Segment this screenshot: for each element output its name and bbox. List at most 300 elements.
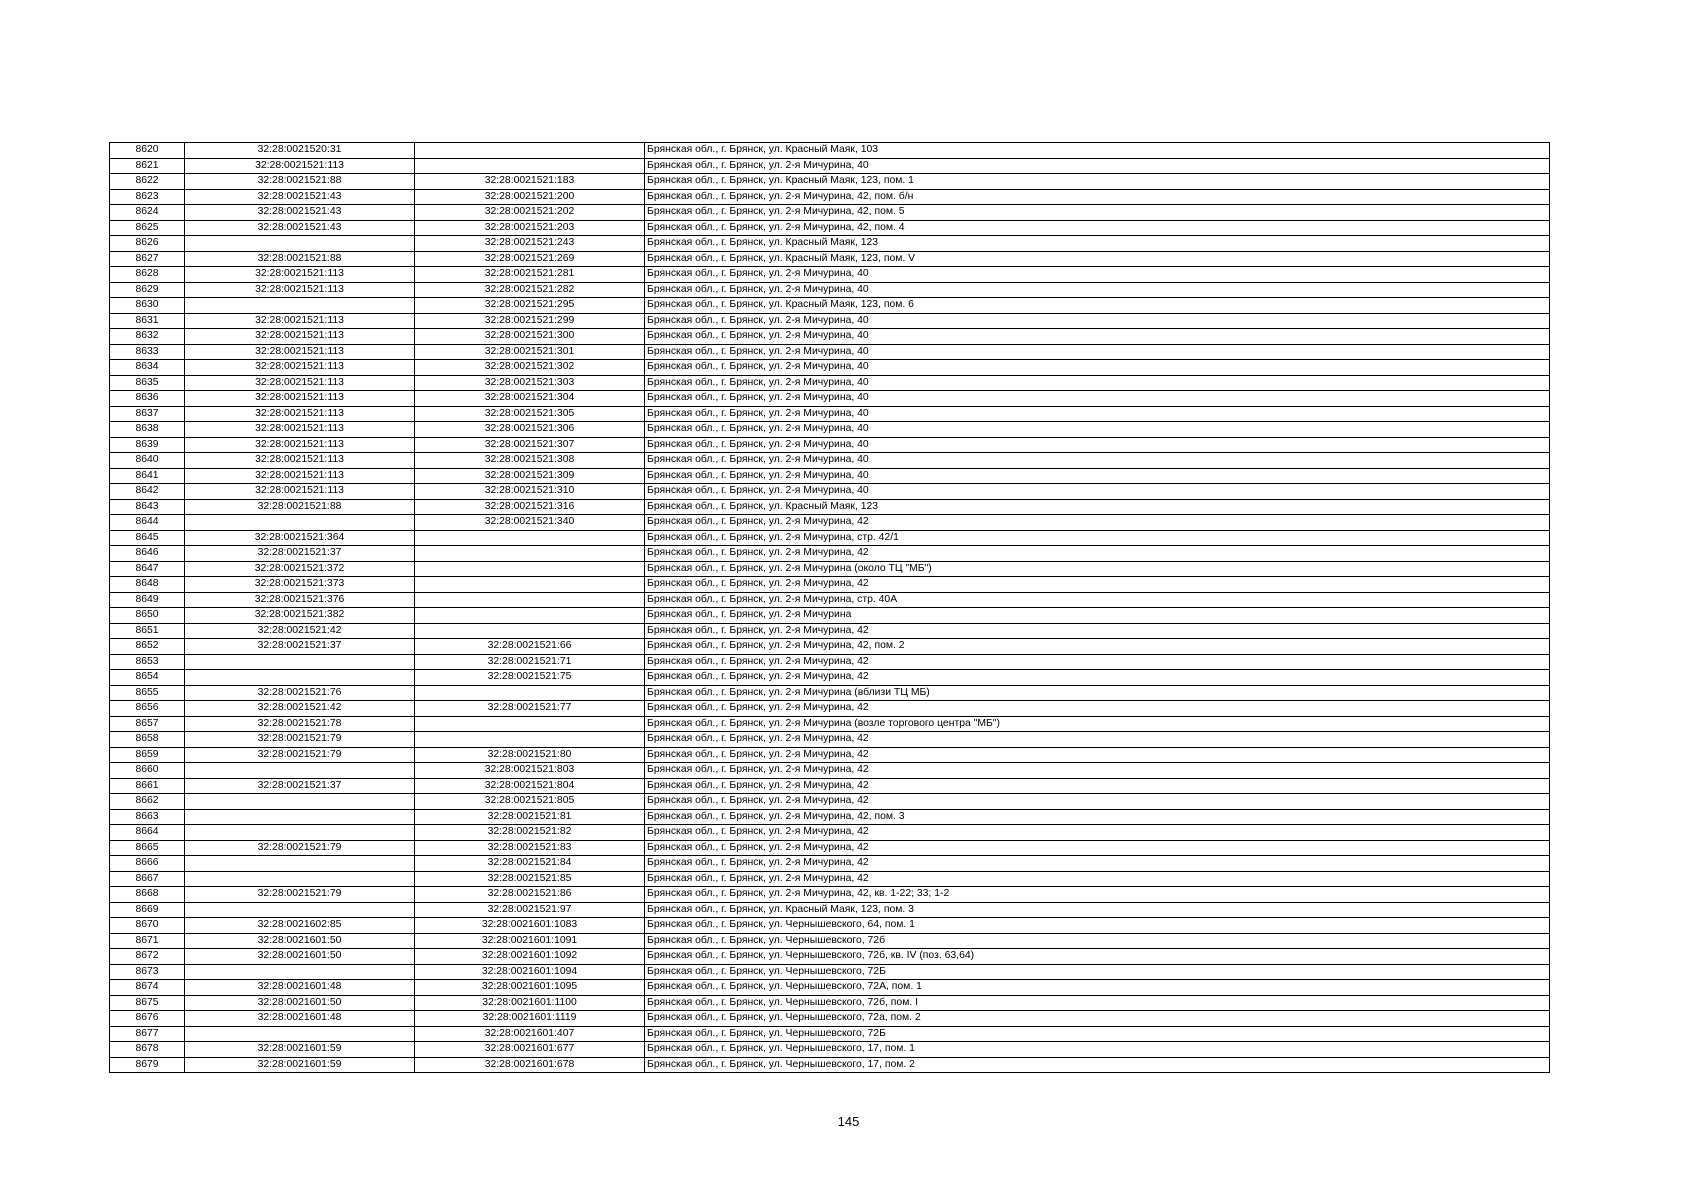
table-row bbox=[110, 716, 1550, 732]
address-cell: Брянская обл., г. Брянск, ул. 2-я Мичурина, 42, пом. 2 bbox=[645, 639, 1550, 655]
land-cadastral-number-cell bbox=[185, 856, 415, 872]
land-cadastral-number-cell: 32:28:0021521:113 bbox=[185, 313, 415, 329]
land-cadastral-number-cell: 32:28:0021521:113 bbox=[185, 453, 415, 469]
object-cadastral-number-cell: 32:28:0021521:82 bbox=[415, 825, 645, 841]
address-cell: Брянская обл., г. Брянск, ул. Чернышевского, 72б, кв. IV (поз. 63,64) bbox=[645, 949, 1550, 965]
table-row bbox=[110, 778, 1550, 794]
land-cadastral-number-cell: 32:28:0021601:50 bbox=[185, 933, 415, 949]
object-cadastral-number-cell: 32:28:0021521:803 bbox=[415, 763, 645, 779]
address-cell: Брянская обл., г. Брянск, ул. 2-я Мичурина, 42 bbox=[645, 670, 1550, 686]
row-number-cell: 8645 bbox=[110, 530, 185, 546]
land-cadastral-number-cell: 32:28:0021521:42 bbox=[185, 701, 415, 717]
address-cell: Брянская обл., г. Брянск, ул. 2-я Мичурина, 40 bbox=[645, 313, 1550, 329]
row-number-cell: 8661 bbox=[110, 778, 185, 794]
row-number-cell: 8647 bbox=[110, 561, 185, 577]
land-cadastral-number-cell bbox=[185, 654, 415, 670]
object-cadastral-number-cell: 32:28:0021521:308 bbox=[415, 453, 645, 469]
address-cell: Брянская обл., г. Брянск, ул. 2-я Мичурина, 40 bbox=[645, 329, 1550, 345]
land-cadastral-number-cell: 32:28:0021521:113 bbox=[185, 267, 415, 283]
table-row bbox=[110, 329, 1550, 345]
table-row bbox=[110, 189, 1550, 205]
row-number-cell: 8657 bbox=[110, 716, 185, 732]
row-number-cell: 8639 bbox=[110, 437, 185, 453]
table-row bbox=[110, 825, 1550, 841]
row-number-cell: 8638 bbox=[110, 422, 185, 438]
land-cadastral-number-cell: 32:28:0021521:79 bbox=[185, 840, 415, 856]
address-cell: Брянская обл., г. Брянск, ул. 2-я Мичурина, 42, пом. б/н bbox=[645, 189, 1550, 205]
land-cadastral-number-cell: 32:28:0021521:113 bbox=[185, 391, 415, 407]
table-row bbox=[110, 422, 1550, 438]
land-cadastral-number-cell: 32:28:0021521:382 bbox=[185, 608, 415, 624]
land-cadastral-number-cell: 32:28:0021521:37 bbox=[185, 639, 415, 655]
object-cadastral-number-cell bbox=[415, 530, 645, 546]
table-row bbox=[110, 391, 1550, 407]
land-cadastral-number-cell: 32:28:0021521:364 bbox=[185, 530, 415, 546]
row-number-cell: 8650 bbox=[110, 608, 185, 624]
object-cadastral-number-cell: 32:28:0021521:84 bbox=[415, 856, 645, 872]
row-number-cell: 8663 bbox=[110, 809, 185, 825]
table-row bbox=[110, 344, 1550, 360]
land-cadastral-number-cell: 32:28:0021521:113 bbox=[185, 344, 415, 360]
row-number-cell: 8670 bbox=[110, 918, 185, 934]
object-cadastral-number-cell bbox=[415, 716, 645, 732]
page-number: 145 bbox=[837, 1114, 860, 1129]
land-cadastral-number-cell: 32:28:0021521:79 bbox=[185, 887, 415, 903]
land-cadastral-number-cell bbox=[185, 670, 415, 686]
land-cadastral-number-cell: 32:28:0021520:31 bbox=[185, 143, 415, 159]
table-row bbox=[110, 809, 1550, 825]
land-cadastral-number-cell: 32:28:0021521:88 bbox=[185, 251, 415, 267]
land-cadastral-number-cell: 32:28:0021521:37 bbox=[185, 778, 415, 794]
table-row bbox=[110, 918, 1550, 934]
table-row bbox=[110, 158, 1550, 174]
object-cadastral-number-cell bbox=[415, 561, 645, 577]
table-row bbox=[110, 747, 1550, 763]
object-cadastral-number-cell: 32:28:0021521:299 bbox=[415, 313, 645, 329]
table-row bbox=[110, 406, 1550, 422]
address-cell: Брянская обл., г. Брянск, ул. Красный Маяк, 123, пом. V bbox=[645, 251, 1550, 267]
land-cadastral-number-cell bbox=[185, 763, 415, 779]
address-cell: Брянская обл., г. Брянск, ул. Чернышевского, 72Б bbox=[645, 964, 1550, 980]
registry-table bbox=[109, 142, 1550, 1073]
address-cell: Брянская обл., г. Брянск, ул. 2-я Мичурина, стр. 40А bbox=[645, 592, 1550, 608]
object-cadastral-number-cell: 32:28:0021521:281 bbox=[415, 267, 645, 283]
land-cadastral-number-cell bbox=[185, 964, 415, 980]
address-cell: Брянская обл., г. Брянск, ул. 2-я Мичурина, 40 bbox=[645, 282, 1550, 298]
table-row bbox=[110, 840, 1550, 856]
row-number-cell: 8664 bbox=[110, 825, 185, 841]
address-cell: Брянская обл., г. Брянск, ул. 2-я Мичурина, 42, кв. 1-22; 33; 1-2 bbox=[645, 887, 1550, 903]
address-cell: Брянская обл., г. Брянск, ул. Чернышевского, 64, пом. 1 bbox=[645, 918, 1550, 934]
address-cell: Брянская обл., г. Брянск, ул. Красный Маяк, 103 bbox=[645, 143, 1550, 159]
land-cadastral-number-cell: 32:28:0021521:88 bbox=[185, 499, 415, 515]
address-cell: Брянская обл., г. Брянск, ул. 2-я Мичурина, 42 bbox=[645, 763, 1550, 779]
object-cadastral-number-cell: 32:28:0021601:1095 bbox=[415, 980, 645, 996]
table-row bbox=[110, 313, 1550, 329]
address-cell: Брянская обл., г. Брянск, ул. 2-я Мичурина, 42 bbox=[645, 515, 1550, 531]
row-number-cell: 8634 bbox=[110, 360, 185, 376]
table-row bbox=[110, 437, 1550, 453]
row-number-cell: 8635 bbox=[110, 375, 185, 391]
land-cadastral-number-cell: 32:28:0021521:113 bbox=[185, 437, 415, 453]
table-row bbox=[110, 143, 1550, 159]
table-row bbox=[110, 902, 1550, 918]
object-cadastral-number-cell bbox=[415, 158, 645, 174]
address-cell: Брянская обл., г. Брянск, ул. 2-я Мичурина, 42 bbox=[645, 871, 1550, 887]
address-cell: Брянская обл., г. Брянск, ул. 2-я Мичурина, 42 bbox=[645, 794, 1550, 810]
row-number-cell: 8625 bbox=[110, 220, 185, 236]
land-cadastral-number-cell: 32:28:0021521:88 bbox=[185, 174, 415, 190]
object-cadastral-number-cell: 32:28:0021521:75 bbox=[415, 670, 645, 686]
table-row bbox=[110, 732, 1550, 748]
address-cell: Брянская обл., г. Брянск, ул. Чернышевского, 72б, пом. I bbox=[645, 995, 1550, 1011]
table-row bbox=[110, 298, 1550, 314]
object-cadastral-number-cell bbox=[415, 143, 645, 159]
land-cadastral-number-cell: 32:28:0021521:113 bbox=[185, 282, 415, 298]
row-number-cell: 8655 bbox=[110, 685, 185, 701]
land-cadastral-number-cell bbox=[185, 236, 415, 252]
address-cell: Брянская обл., г. Брянск, ул. 2-я Мичурина (вблизи ТЦ МБ) bbox=[645, 685, 1550, 701]
address-cell: Брянская обл., г. Брянск, ул. Чернышевского, 17, пом. 1 bbox=[645, 1042, 1550, 1058]
row-number-cell: 8629 bbox=[110, 282, 185, 298]
address-cell: Брянская обл., г. Брянск, ул. 2-я Мичурина, 42 bbox=[645, 577, 1550, 593]
land-cadastral-number-cell: 32:28:0021521:113 bbox=[185, 406, 415, 422]
row-number-cell: 8630 bbox=[110, 298, 185, 314]
row-number-cell: 8651 bbox=[110, 623, 185, 639]
address-cell: Брянская обл., г. Брянск, ул. 2-я Мичурина, 40 bbox=[645, 375, 1550, 391]
land-cadastral-number-cell: 32:28:0021521:76 bbox=[185, 685, 415, 701]
row-number-cell: 8636 bbox=[110, 391, 185, 407]
row-number-cell: 8627 bbox=[110, 251, 185, 267]
object-cadastral-number-cell: 32:28:0021521:97 bbox=[415, 902, 645, 918]
address-cell: Брянская обл., г. Брянск, ул. 2-я Мичурина, 42 bbox=[645, 840, 1550, 856]
object-cadastral-number-cell: 32:28:0021601:1092 bbox=[415, 949, 645, 965]
address-cell: Брянская обл., г. Брянск, ул. 2-я Мичурина, стр. 42/1 bbox=[645, 530, 1550, 546]
object-cadastral-number-cell: 32:28:0021521:183 bbox=[415, 174, 645, 190]
land-cadastral-number-cell: 32:28:0021521:113 bbox=[185, 468, 415, 484]
object-cadastral-number-cell: 32:28:0021521:805 bbox=[415, 794, 645, 810]
row-number-cell: 8679 bbox=[110, 1057, 185, 1073]
row-number-cell: 8648 bbox=[110, 577, 185, 593]
object-cadastral-number-cell: 32:28:0021521:804 bbox=[415, 778, 645, 794]
object-cadastral-number-cell: 32:28:0021521:202 bbox=[415, 205, 645, 221]
table-row bbox=[110, 639, 1550, 655]
table-row bbox=[110, 499, 1550, 515]
table-row bbox=[110, 484, 1550, 500]
address-cell: Брянская обл., г. Брянск, ул. Чернышевского, 72А, пом. 1 bbox=[645, 980, 1550, 996]
object-cadastral-number-cell bbox=[415, 592, 645, 608]
object-cadastral-number-cell bbox=[415, 623, 645, 639]
object-cadastral-number-cell: 32:28:0021521:309 bbox=[415, 468, 645, 484]
row-number-cell: 8620 bbox=[110, 143, 185, 159]
table-row bbox=[110, 763, 1550, 779]
land-cadastral-number-cell bbox=[185, 871, 415, 887]
table-row bbox=[110, 933, 1550, 949]
land-cadastral-number-cell: 32:28:0021521:113 bbox=[185, 158, 415, 174]
object-cadastral-number-cell: 32:28:0021521:83 bbox=[415, 840, 645, 856]
table-row bbox=[110, 282, 1550, 298]
table-row bbox=[110, 856, 1550, 872]
row-number-cell: 8675 bbox=[110, 995, 185, 1011]
table-row bbox=[110, 701, 1550, 717]
row-number-cell: 8674 bbox=[110, 980, 185, 996]
table-row bbox=[110, 530, 1550, 546]
object-cadastral-number-cell: 32:28:0021601:407 bbox=[415, 1026, 645, 1042]
address-cell: Брянская обл., г. Брянск, ул. Красный Маяк, 123, пом. 1 bbox=[645, 174, 1550, 190]
object-cadastral-number-cell: 32:28:0021521:340 bbox=[415, 515, 645, 531]
row-number-cell: 8666 bbox=[110, 856, 185, 872]
address-cell: Брянская обл., г. Брянск, ул. 2-я Мичурина, 42, пом. 4 bbox=[645, 220, 1550, 236]
table-row bbox=[110, 205, 1550, 221]
object-cadastral-number-cell bbox=[415, 732, 645, 748]
object-cadastral-number-cell: 32:28:0021521:316 bbox=[415, 499, 645, 515]
object-cadastral-number-cell: 32:28:0021521:304 bbox=[415, 391, 645, 407]
row-number-cell: 8668 bbox=[110, 887, 185, 903]
row-number-cell: 8631 bbox=[110, 313, 185, 329]
object-cadastral-number-cell: 32:28:0021521:307 bbox=[415, 437, 645, 453]
table-row bbox=[110, 887, 1550, 903]
land-cadastral-number-cell: 32:28:0021602:85 bbox=[185, 918, 415, 934]
object-cadastral-number-cell: 32:28:0021521:200 bbox=[415, 189, 645, 205]
table-row bbox=[110, 1042, 1550, 1058]
row-number-cell: 8667 bbox=[110, 871, 185, 887]
object-cadastral-number-cell: 32:28:0021601:1094 bbox=[415, 964, 645, 980]
table-row bbox=[110, 794, 1550, 810]
land-cadastral-number-cell: 32:28:0021521:43 bbox=[185, 205, 415, 221]
registry-table-body bbox=[110, 143, 1550, 1073]
table-row bbox=[110, 468, 1550, 484]
land-cadastral-number-cell: 32:28:0021521:42 bbox=[185, 623, 415, 639]
land-cadastral-number-cell: 32:28:0021521:43 bbox=[185, 220, 415, 236]
address-cell: Брянская обл., г. Брянск, ул. 2-я Мичурина, 42 bbox=[645, 856, 1550, 872]
object-cadastral-number-cell bbox=[415, 685, 645, 701]
object-cadastral-number-cell: 32:28:0021521:300 bbox=[415, 329, 645, 345]
land-cadastral-number-cell: 32:28:0021601:50 bbox=[185, 995, 415, 1011]
object-cadastral-number-cell: 32:28:0021521:81 bbox=[415, 809, 645, 825]
object-cadastral-number-cell: 32:28:0021521:243 bbox=[415, 236, 645, 252]
address-cell: Брянская обл., г. Брянск, ул. 2-я Мичурина, 40 bbox=[645, 391, 1550, 407]
table-row bbox=[110, 670, 1550, 686]
table-row bbox=[110, 236, 1550, 252]
row-number-cell: 8665 bbox=[110, 840, 185, 856]
object-cadastral-number-cell bbox=[415, 608, 645, 624]
row-number-cell: 8641 bbox=[110, 468, 185, 484]
object-cadastral-number-cell: 32:28:0021521:295 bbox=[415, 298, 645, 314]
address-cell: Брянская обл., г. Брянск, ул. 2-я Мичурина, 40 bbox=[645, 484, 1550, 500]
address-cell: Брянская обл., г. Брянск, ул. 2-я Мичурина, 40 bbox=[645, 437, 1550, 453]
land-cadastral-number-cell bbox=[185, 902, 415, 918]
address-cell: Брянская обл., г. Брянск, ул. 2-я Мичурина, 42 bbox=[645, 623, 1550, 639]
row-number-cell: 8658 bbox=[110, 732, 185, 748]
object-cadastral-number-cell bbox=[415, 577, 645, 593]
row-number-cell: 8633 bbox=[110, 344, 185, 360]
object-cadastral-number-cell: 32:28:0021521:302 bbox=[415, 360, 645, 376]
land-cadastral-number-cell: 32:28:0021521:372 bbox=[185, 561, 415, 577]
address-cell: Брянская обл., г. Брянск, ул. 2-я Мичурина, 42 bbox=[645, 546, 1550, 562]
land-cadastral-number-cell: 32:28:0021521:79 bbox=[185, 732, 415, 748]
table-row bbox=[110, 561, 1550, 577]
land-cadastral-number-cell bbox=[185, 515, 415, 531]
table-row bbox=[110, 949, 1550, 965]
object-cadastral-number-cell: 32:28:0021521:303 bbox=[415, 375, 645, 391]
row-number-cell: 8672 bbox=[110, 949, 185, 965]
object-cadastral-number-cell: 32:28:0021601:1119 bbox=[415, 1011, 645, 1027]
object-cadastral-number-cell: 32:28:0021601:677 bbox=[415, 1042, 645, 1058]
object-cadastral-number-cell: 32:28:0021521:306 bbox=[415, 422, 645, 438]
row-number-cell: 8654 bbox=[110, 670, 185, 686]
address-cell: Брянская обл., г. Брянск, ул. 2-я Мичурина, 42, пом. 3 bbox=[645, 809, 1550, 825]
row-number-cell: 8678 bbox=[110, 1042, 185, 1058]
address-cell: Брянская обл., г. Брянск, ул. 2-я Мичурина, 42 bbox=[645, 701, 1550, 717]
object-cadastral-number-cell: 32:28:0021601:678 bbox=[415, 1057, 645, 1073]
table-row bbox=[110, 871, 1550, 887]
table-row bbox=[110, 220, 1550, 236]
table-row bbox=[110, 546, 1550, 562]
land-cadastral-number-cell: 32:28:0021601:59 bbox=[185, 1042, 415, 1058]
row-number-cell: 8677 bbox=[110, 1026, 185, 1042]
object-cadastral-number-cell: 32:28:0021521:310 bbox=[415, 484, 645, 500]
row-number-cell: 8642 bbox=[110, 484, 185, 500]
address-cell: Брянская обл., г. Брянск, ул. 2-я Мичурина, 42 bbox=[645, 778, 1550, 794]
address-cell: Брянская обл., г. Брянск, ул. Красный Маяк, 123, пом. 6 bbox=[645, 298, 1550, 314]
address-cell: Брянская обл., г. Брянск, ул. Чернышевского, 17, пом. 2 bbox=[645, 1057, 1550, 1073]
address-cell: Брянская обл., г. Брянск, ул. 2-я Мичурина, 40 bbox=[645, 344, 1550, 360]
land-cadastral-number-cell: 32:28:0021521:376 bbox=[185, 592, 415, 608]
table-row bbox=[110, 1057, 1550, 1073]
table-row bbox=[110, 592, 1550, 608]
table-row bbox=[110, 174, 1550, 190]
address-cell: Брянская обл., г. Брянск, ул. 2-я Мичурина, 42 bbox=[645, 732, 1550, 748]
row-number-cell: 8624 bbox=[110, 205, 185, 221]
table-row bbox=[110, 1026, 1550, 1042]
object-cadastral-number-cell: 32:28:0021521:86 bbox=[415, 887, 645, 903]
row-number-cell: 8644 bbox=[110, 515, 185, 531]
land-cadastral-number-cell: 32:28:0021601:50 bbox=[185, 949, 415, 965]
object-cadastral-number-cell: 32:28:0021521:66 bbox=[415, 639, 645, 655]
table-row bbox=[110, 654, 1550, 670]
land-cadastral-number-cell: 32:28:0021521:78 bbox=[185, 716, 415, 732]
row-number-cell: 8632 bbox=[110, 329, 185, 345]
address-cell: Брянская обл., г. Брянск, ул. 2-я Мичурина, 40 bbox=[645, 267, 1550, 283]
land-cadastral-number-cell: 32:28:0021601:48 bbox=[185, 980, 415, 996]
address-cell: Брянская обл., г. Брянск, ул. 2-я Мичурина (возле торгового центра "МБ") bbox=[645, 716, 1550, 732]
address-cell: Брянская обл., г. Брянск, ул. 2-я Мичурина, 42 bbox=[645, 747, 1550, 763]
address-cell: Брянская обл., г. Брянск, ул. 2-я Мичурина, 42, пом. 5 bbox=[645, 205, 1550, 221]
row-number-cell: 8621 bbox=[110, 158, 185, 174]
object-cadastral-number-cell: 32:28:0021521:77 bbox=[415, 701, 645, 717]
row-number-cell: 8676 bbox=[110, 1011, 185, 1027]
row-number-cell: 8640 bbox=[110, 453, 185, 469]
row-number-cell: 8673 bbox=[110, 964, 185, 980]
row-number-cell: 8623 bbox=[110, 189, 185, 205]
row-number-cell: 8646 bbox=[110, 546, 185, 562]
table-row bbox=[110, 267, 1550, 283]
table-row bbox=[110, 608, 1550, 624]
land-cadastral-number-cell: 32:28:0021521:113 bbox=[185, 329, 415, 345]
land-cadastral-number-cell bbox=[185, 794, 415, 810]
object-cadastral-number-cell: 32:28:0021521:71 bbox=[415, 654, 645, 670]
address-cell: Брянская обл., г. Брянск, ул. Чернышевского, 72а, пом. 2 bbox=[645, 1011, 1550, 1027]
address-cell: Брянская обл., г. Брянск, ул. 2-я Мичурина, 42 bbox=[645, 654, 1550, 670]
row-number-cell: 8653 bbox=[110, 654, 185, 670]
object-cadastral-number-cell: 32:28:0021601:1100 bbox=[415, 995, 645, 1011]
table-row bbox=[110, 995, 1550, 1011]
land-cadastral-number-cell: 32:28:0021601:59 bbox=[185, 1057, 415, 1073]
row-number-cell: 8622 bbox=[110, 174, 185, 190]
object-cadastral-number-cell: 32:28:0021521:301 bbox=[415, 344, 645, 360]
address-cell: Брянская обл., г. Брянск, ул. Красный Маяк, 123 bbox=[645, 499, 1550, 515]
land-cadastral-number-cell: 32:28:0021521:373 bbox=[185, 577, 415, 593]
address-cell: Брянская обл., г. Брянск, ул. 2-я Мичурина, 40 bbox=[645, 158, 1550, 174]
land-cadastral-number-cell: 32:28:0021521:113 bbox=[185, 360, 415, 376]
object-cadastral-number-cell: 32:28:0021521:282 bbox=[415, 282, 645, 298]
table-row bbox=[110, 964, 1550, 980]
land-cadastral-number-cell bbox=[185, 298, 415, 314]
object-cadastral-number-cell: 32:28:0021601:1091 bbox=[415, 933, 645, 949]
row-number-cell: 8637 bbox=[110, 406, 185, 422]
address-cell: Брянская обл., г. Брянск, ул. Чернышевского, 72Б bbox=[645, 1026, 1550, 1042]
land-cadastral-number-cell bbox=[185, 809, 415, 825]
address-cell: Брянская обл., г. Брянск, ул. Красный Маяк, 123 bbox=[645, 236, 1550, 252]
table-row bbox=[110, 577, 1550, 593]
object-cadastral-number-cell: 32:28:0021521:80 bbox=[415, 747, 645, 763]
row-number-cell: 8652 bbox=[110, 639, 185, 655]
address-cell: Брянская обл., г. Брянск, ул. 2-я Мичурина (около ТЦ "МБ") bbox=[645, 561, 1550, 577]
table-row bbox=[110, 980, 1550, 996]
address-cell: Брянская обл., г. Брянск, ул. 2-я Мичурина, 42 bbox=[645, 825, 1550, 841]
table-row bbox=[110, 360, 1550, 376]
object-cadastral-number-cell: 32:28:0021521:85 bbox=[415, 871, 645, 887]
table-row bbox=[110, 515, 1550, 531]
row-number-cell: 8649 bbox=[110, 592, 185, 608]
row-number-cell: 8656 bbox=[110, 701, 185, 717]
object-cadastral-number-cell: 32:28:0021521:269 bbox=[415, 251, 645, 267]
land-cadastral-number-cell: 32:28:0021521:113 bbox=[185, 375, 415, 391]
address-cell: Брянская обл., г. Брянск, ул. 2-я Мичурина, 40 bbox=[645, 468, 1550, 484]
table-row bbox=[110, 623, 1550, 639]
row-number-cell: 8662 bbox=[110, 794, 185, 810]
table-row bbox=[110, 1011, 1550, 1027]
land-cadastral-number-cell: 32:28:0021601:48 bbox=[185, 1011, 415, 1027]
row-number-cell: 8671 bbox=[110, 933, 185, 949]
address-cell: Брянская обл., г. Брянск, ул. 2-я Мичурина bbox=[645, 608, 1550, 624]
row-number-cell: 8669 bbox=[110, 902, 185, 918]
land-cadastral-number-cell: 32:28:0021521:79 bbox=[185, 747, 415, 763]
table-row bbox=[110, 375, 1550, 391]
table-row bbox=[110, 251, 1550, 267]
address-cell: Брянская обл., г. Брянск, ул. 2-я Мичурина, 40 bbox=[645, 422, 1550, 438]
row-number-cell: 8659 bbox=[110, 747, 185, 763]
row-number-cell: 8628 bbox=[110, 267, 185, 283]
land-cadastral-number-cell bbox=[185, 1026, 415, 1042]
object-cadastral-number-cell bbox=[415, 546, 645, 562]
address-cell: Брянская обл., г. Брянск, ул. Красный Маяк, 123, пом. 3 bbox=[645, 902, 1550, 918]
object-cadastral-number-cell: 32:28:0021601:1083 bbox=[415, 918, 645, 934]
address-cell: Брянская обл., г. Брянск, ул. 2-я Мичурина, 40 bbox=[645, 360, 1550, 376]
row-number-cell: 8626 bbox=[110, 236, 185, 252]
table-row bbox=[110, 685, 1550, 701]
address-cell: Брянская обл., г. Брянск, ул. Чернышевского, 72б bbox=[645, 933, 1550, 949]
object-cadastral-number-cell: 32:28:0021521:305 bbox=[415, 406, 645, 422]
object-cadastral-number-cell: 32:28:0021521:203 bbox=[415, 220, 645, 236]
land-cadastral-number-cell bbox=[185, 825, 415, 841]
address-cell: Брянская обл., г. Брянск, ул. 2-я Мичурина, 40 bbox=[645, 406, 1550, 422]
table-row bbox=[110, 453, 1550, 469]
land-cadastral-number-cell: 32:28:0021521:113 bbox=[185, 484, 415, 500]
row-number-cell: 8660 bbox=[110, 763, 185, 779]
land-cadastral-number-cell: 32:28:0021521:113 bbox=[185, 422, 415, 438]
land-cadastral-number-cell: 32:28:0021521:37 bbox=[185, 546, 415, 562]
